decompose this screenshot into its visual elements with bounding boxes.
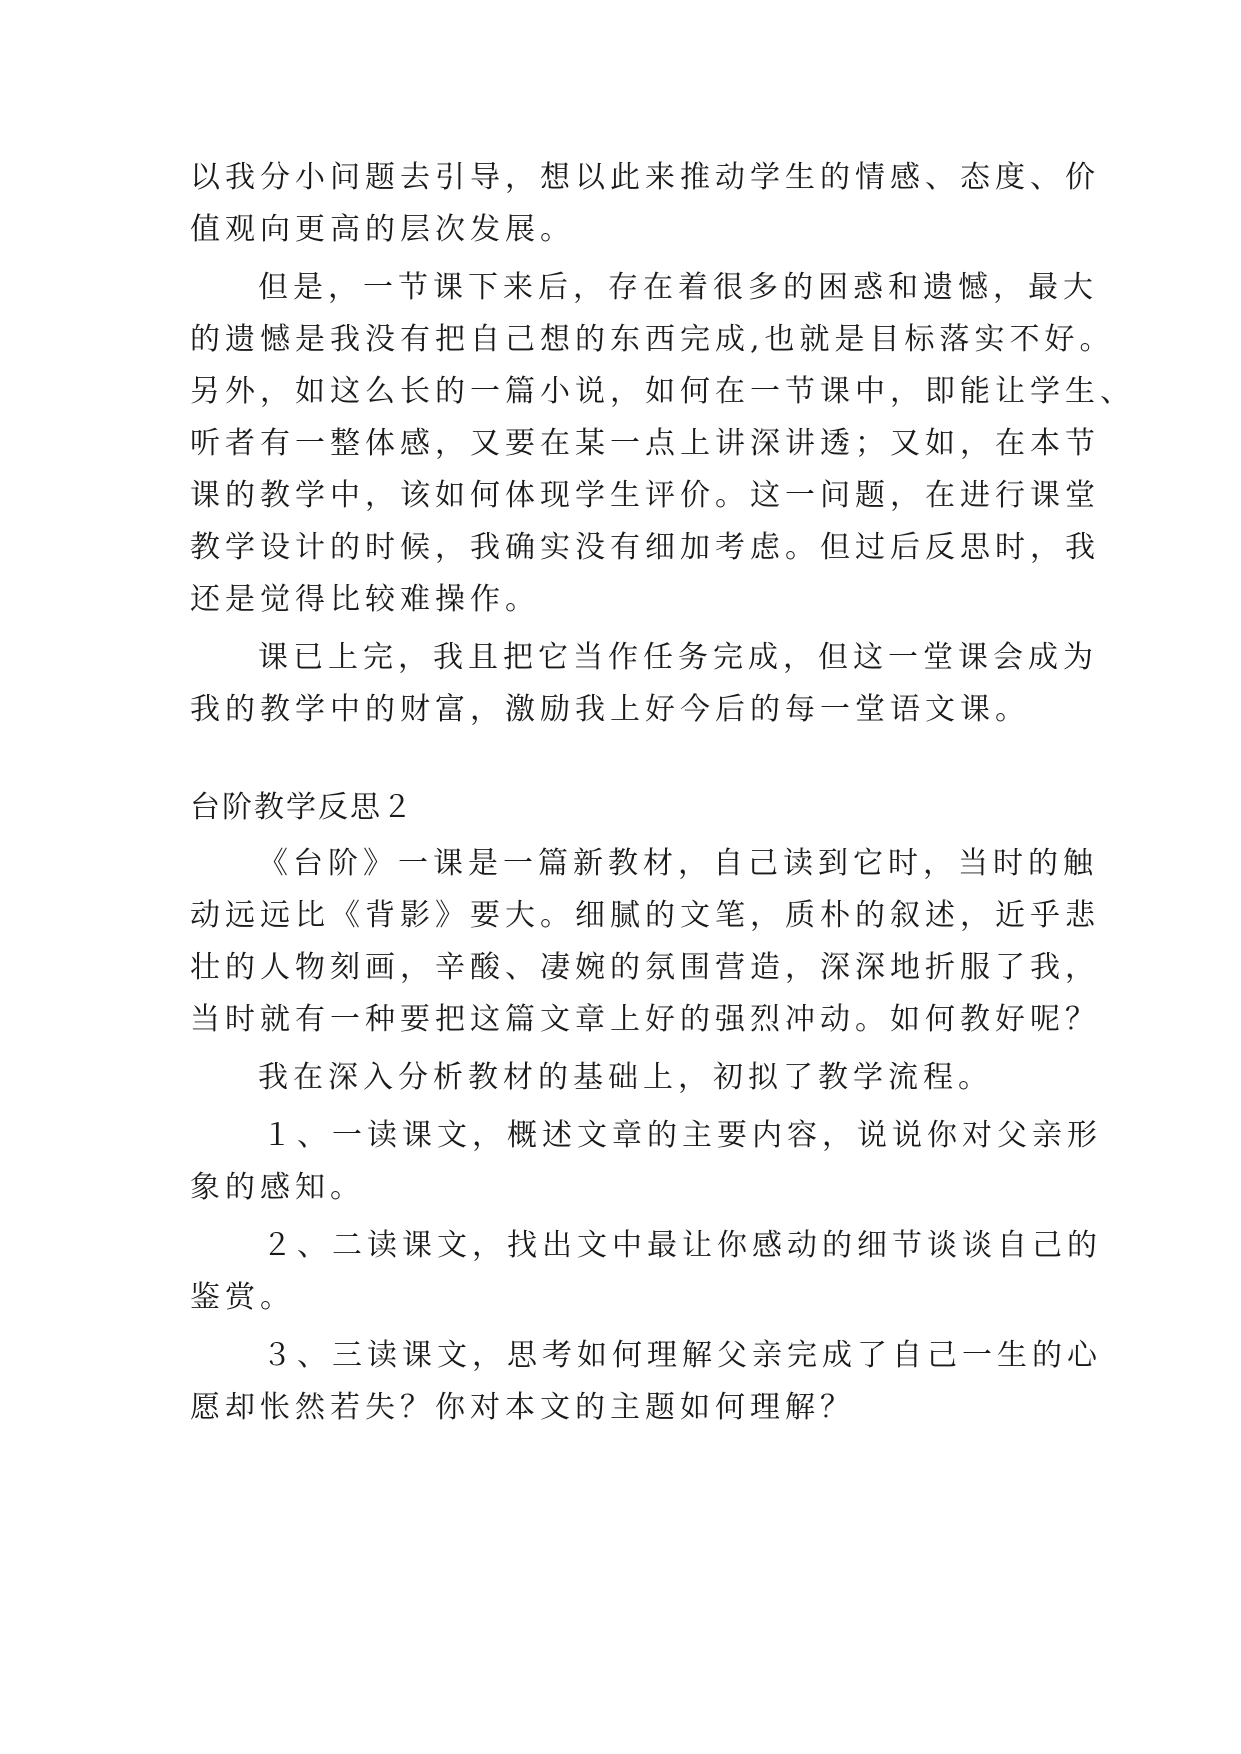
paragraph-2-line-2: 的遗憾是我没有把自己想的东西完成,也就是目标落实不好。 xyxy=(190,322,1115,357)
paragraph-5-line-1: 我在深入分析教材的基础上，初拟了教学流程。 xyxy=(258,1060,993,1095)
paragraph-2-line-5: 课的教学中，该如何体现学生评价。这一问题，在进行课堂 xyxy=(190,478,1100,513)
paragraph-2-line-3: 另外，如这么长的一篇小说，如何在一节课中，即能让学生、 xyxy=(190,374,1135,409)
step-2-line-2: 鉴赏。 xyxy=(190,1280,295,1315)
step-3-line-1: ３、三读课文，思考如何理解父亲完成了自己一生的心 xyxy=(262,1338,1102,1373)
step-2-line-1: ２、二读课文，找出文中最让你感动的细节谈谈自己的 xyxy=(262,1228,1102,1263)
paragraph-1-line-1: 以我分小问题去引导，想以此来推动学生的情感、态度、价 xyxy=(190,160,1100,195)
paragraph-4-line-3: 壮的人物刻画，辛酸、凄婉的氛围营造，深深地折服了我， xyxy=(190,950,1100,985)
section-heading: 台阶教学反思２ xyxy=(190,790,414,825)
step-1-line-2: 象的感知。 xyxy=(190,1170,365,1205)
paragraph-1-line-2: 值观向更高的层次发展。 xyxy=(190,212,575,247)
paragraph-4-line-2: 动远远比《背影》要大。细腻的文笔，质朴的叙述，近乎悲 xyxy=(190,898,1100,933)
paragraph-3-line-1: 课已上完，我且把它当作任务完成，但这一堂课会成为 xyxy=(258,640,1098,675)
paragraph-2-line-4: 听者有一整体感，又要在某一点上讲深讲透；又如，在本节 xyxy=(190,426,1100,461)
paragraph-3-line-2: 我的教学中的财富，激励我上好今后的每一堂语文课。 xyxy=(190,692,1030,727)
paragraph-2-line-1: 但是，一节课下来后，存在着很多的困惑和遗憾，最大 xyxy=(258,270,1098,305)
paragraph-4-line-1: 《台阶》一课是一篇新教材，自己读到它时，当时的触 xyxy=(258,846,1098,881)
step-1-line-1: １、一读课文，概述文章的主要内容，说说你对父亲形 xyxy=(262,1118,1102,1153)
paragraph-2-line-6: 教学设计的时候，我确实没有细加考虑。但过后反思时，我 xyxy=(190,530,1100,565)
paragraph-2-line-7: 还是觉得比较难操作。 xyxy=(190,582,540,617)
paragraph-4-line-4: 当时就有一种要把这篇文章上好的强烈冲动。如何教好呢？ xyxy=(190,1002,1100,1037)
step-3-line-2: 愿却怅然若失？你对本文的主题如何理解？ xyxy=(190,1390,855,1425)
